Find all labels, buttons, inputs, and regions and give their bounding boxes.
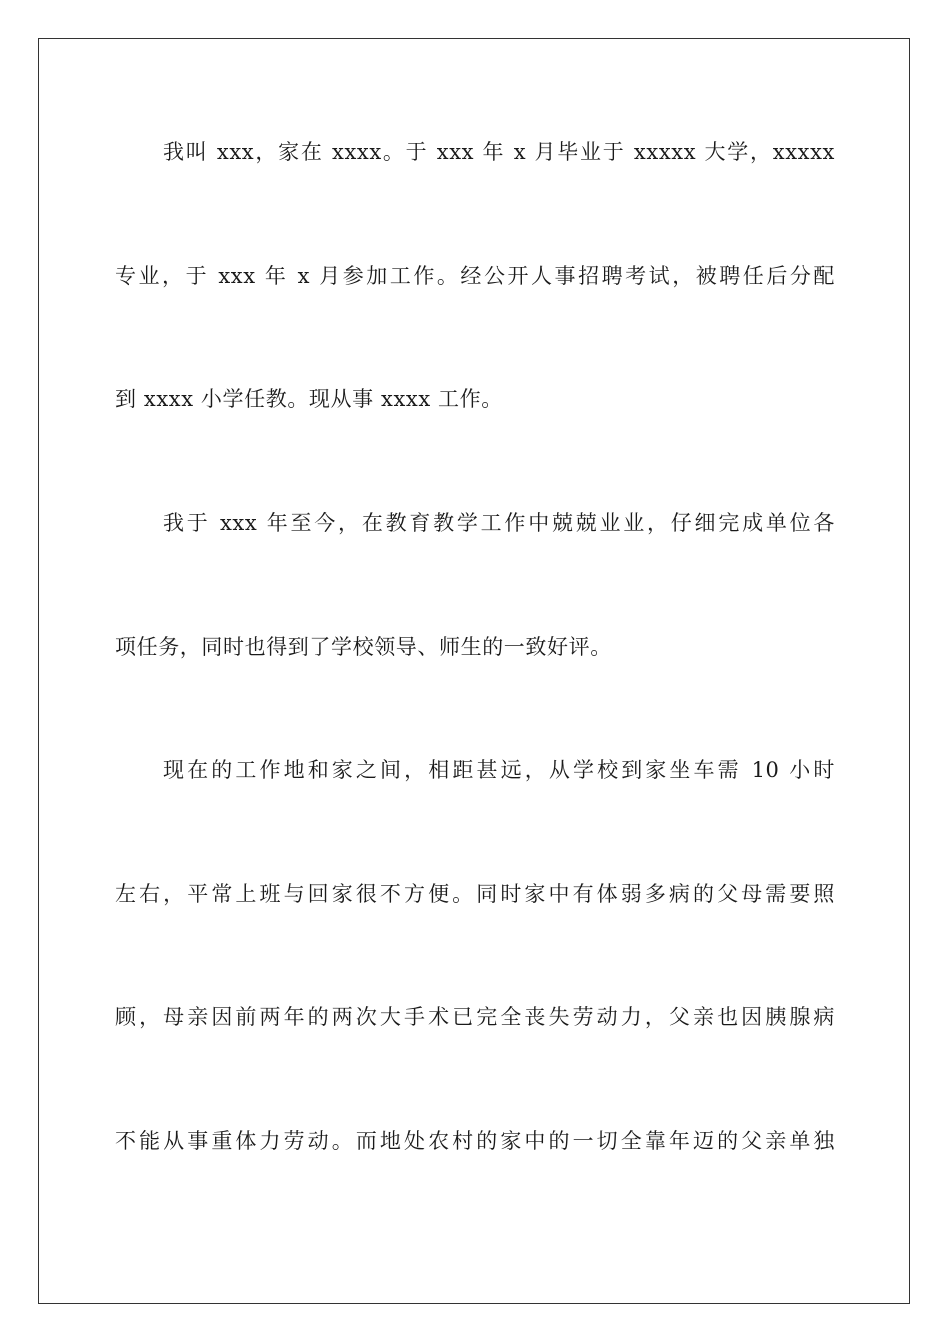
paragraph-3-line-4: 不能从事重体力劳动。而地处农村的家中的一切全靠年迈的父亲单独 [115, 1129, 835, 1153]
paragraph-3-line-1: 现在的工作地和家之间，相距甚远，从学校到家坐车需 10 小时 [163, 758, 835, 782]
paragraph-1-line-3: 到 xxxx 小学任教。现从事 xxxx 工作。 [115, 387, 503, 411]
paragraph-3-line-3: 顾，母亲因前两年的两次大手术已完全丧失劳动力，父亲也因胰腺病 [115, 1005, 835, 1029]
paragraph-1-line-1: 我叫 xxx，家在 xxxx。于 xxx 年 x 月毕业于 xxxxx 大学，xxxxx [163, 140, 835, 164]
paragraph-3-line-2: 左右，平常上班与回家很不方便。同时家中有体弱多病的父母需要照 [115, 882, 835, 906]
paragraph-1-line-2: 专业，于 xxx 年 x 月参加工作。经公开人事招聘考试，被聘任后分配 [115, 264, 835, 288]
paragraph-2-line-1: 我于 xxx 年至今，在教育教学工作中兢兢业业，仔细完成单位各 [163, 511, 835, 535]
page-border [38, 38, 910, 1304]
paragraph-2-line-2: 项任务，同时也得到了学校领导、师生的一致好评。 [115, 635, 612, 659]
